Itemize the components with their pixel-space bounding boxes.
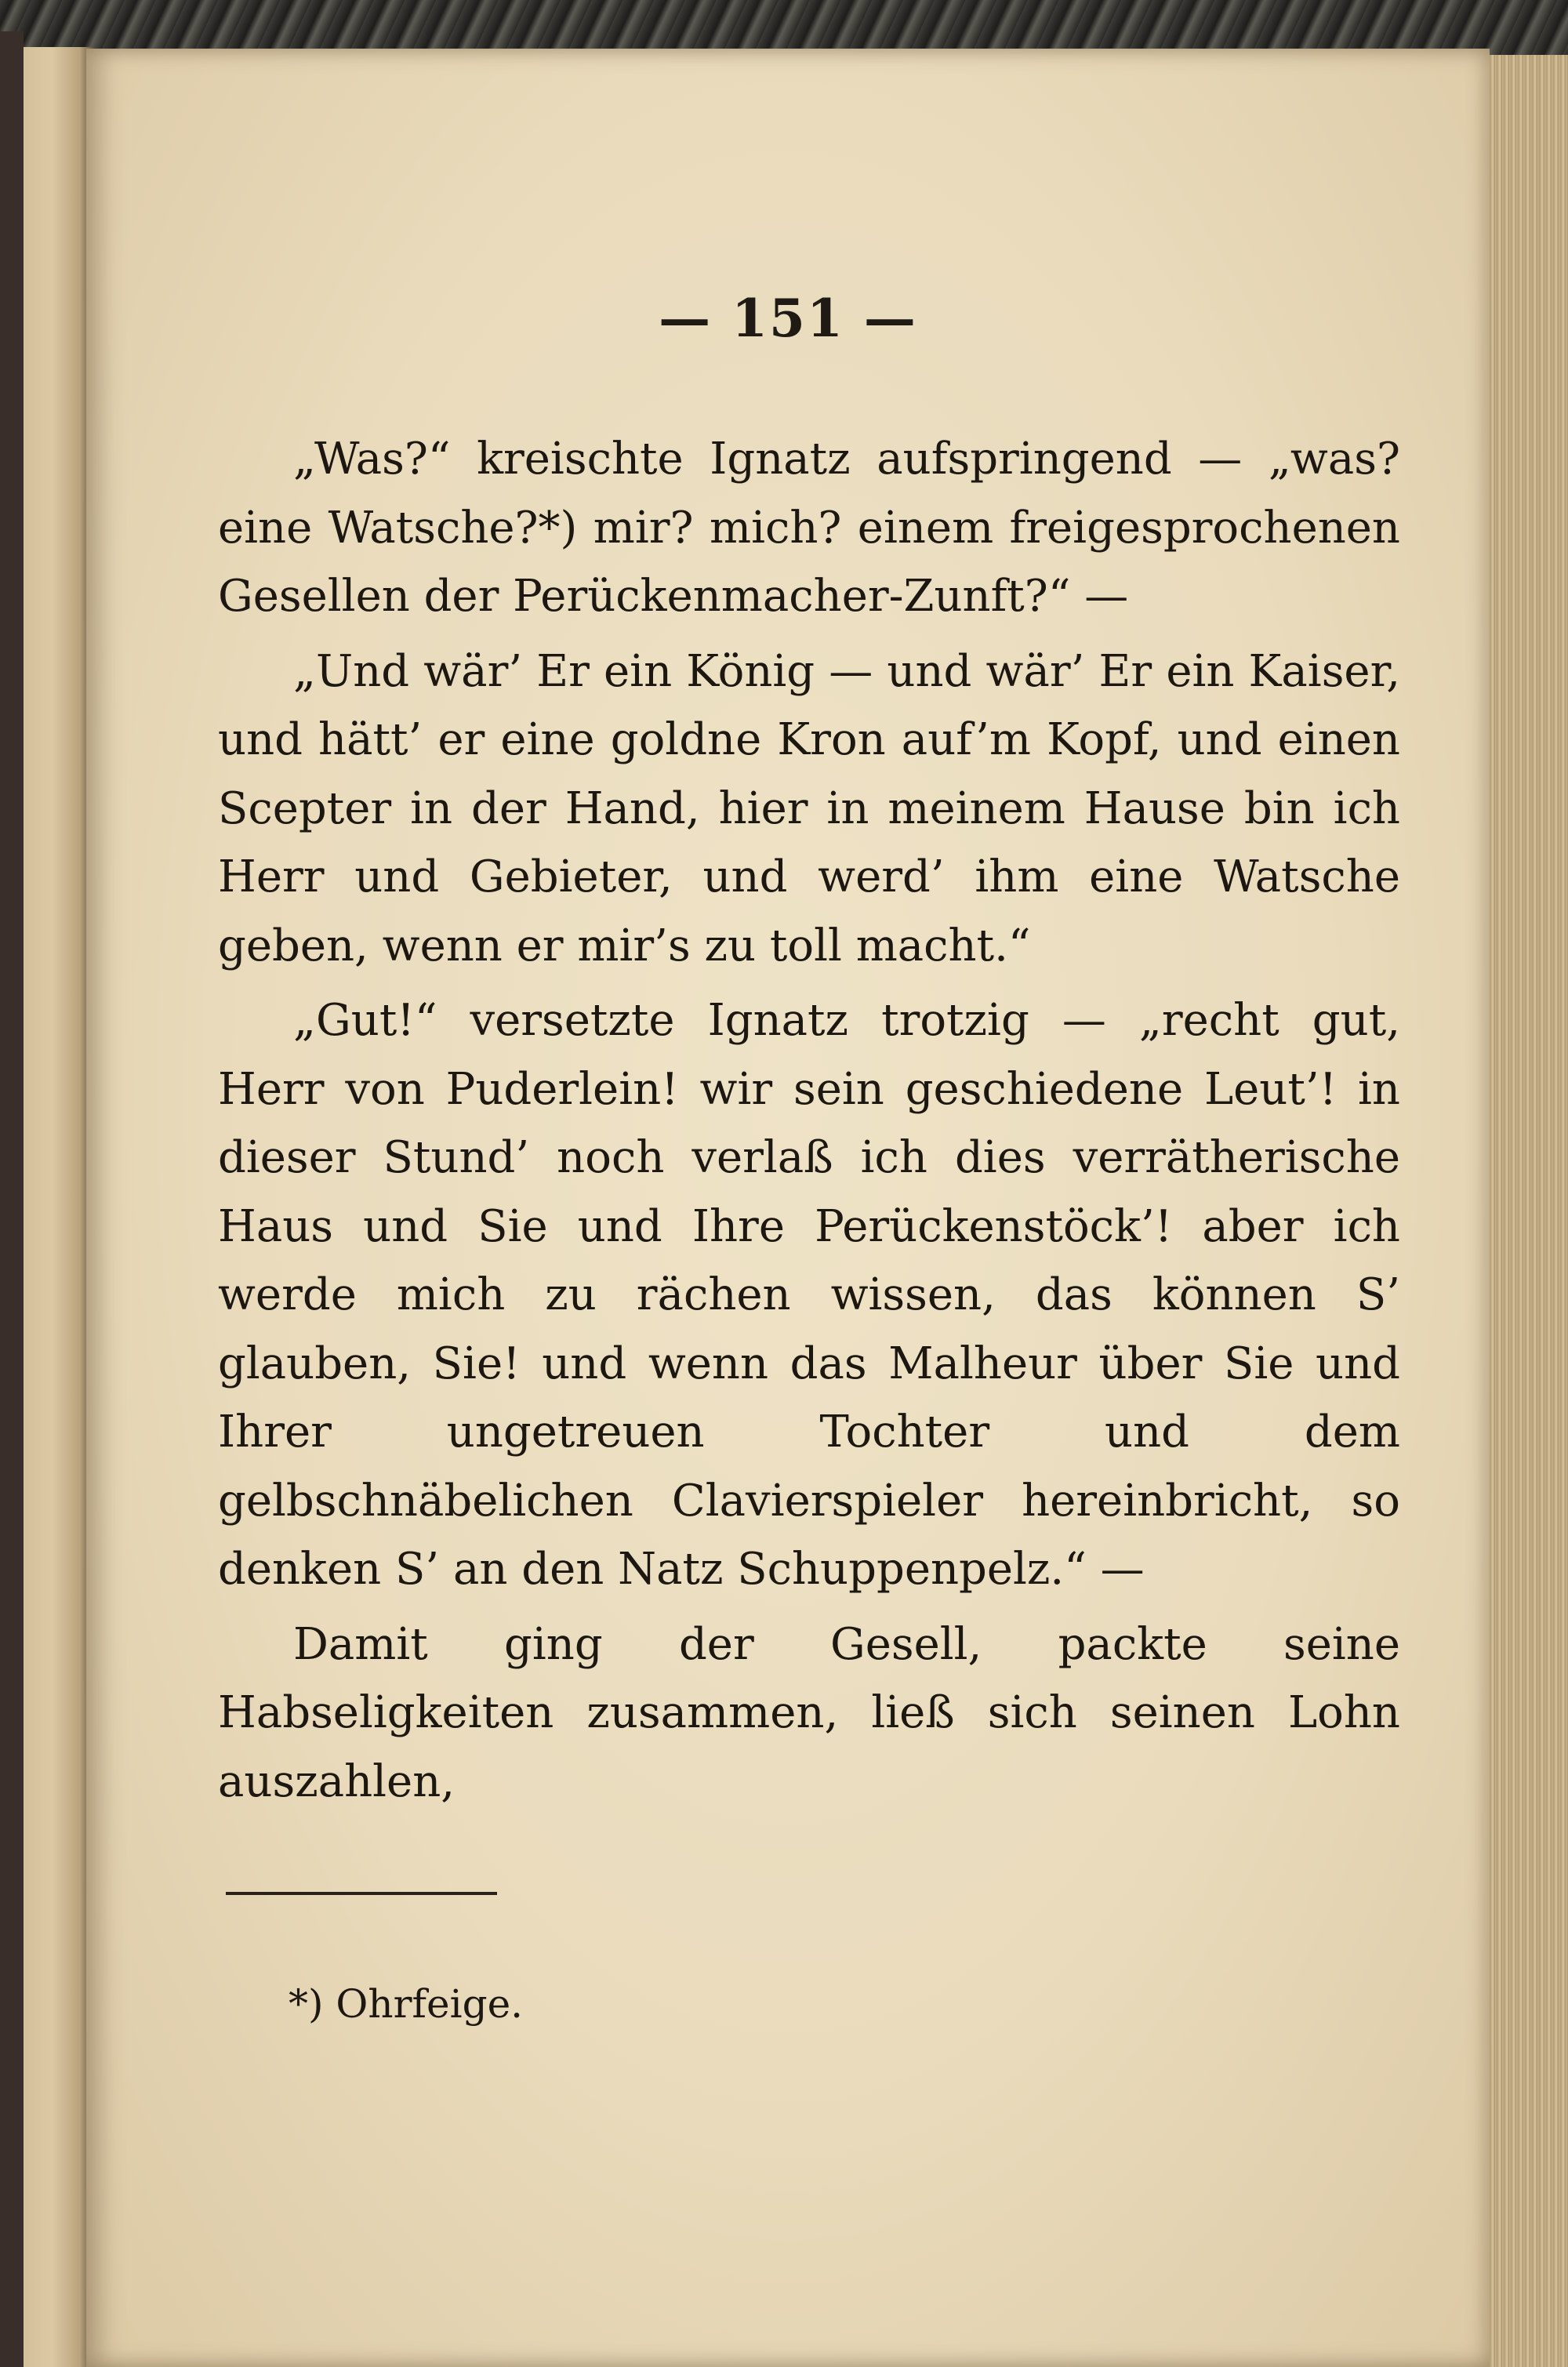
paragraph-3: „Gut!“ versetzte Ignatz trotzig — „recht gut, Herr von Puderlein! wir sein geschiedene Leut’! in dieser Stund’ noch verlaß ich dies verrätherische Haus und Sie und Ihre Perückenstöck’! aber ich werde mich zu rächen wissen, das können S’ glauben, Sie! und wenn das Malheur über Sie und Ihrer ungetreuen Tochter und dem gelbschnäbelichen Clavierspieler hereinbricht, so denken S’ an den Natz Schuppenpelz.“ — — [218, 995, 1400, 1595]
footnote-divider — [226, 1892, 497, 1895]
footnote: *) Ohrfeige. — [289, 1981, 524, 2027]
paragraph-4: Damit ging der Gesell, packte seine Habseligkeiten zusammen, ließ sich seinen Lohn auszahlen, — [218, 1618, 1400, 1807]
page-number: — 151 — — [659, 288, 917, 349]
body-text — [218, 425, 1400, 1822]
book-cover-edge — [0, 31, 24, 2367]
book-page — [86, 49, 1490, 2367]
paragraph-1: „Was?“ kreischte Ignatz aufspringend — „was? eine Watsche?*) mir? mich? einem freigesprochenen Gesellen der Perückenmacher-Zunft?“ — — [218, 434, 1400, 622]
paragraph-2: „Und wär’ Er ein König — und wär’ Er ein Kaiser, und hätt’ er eine goldne Kron auf’m Kopf, und einen Scepter in der Hand, hier in meinem Hause bin ich Herr und Gebieter, und werd’ ihm eine Watsche geben, wenn er mir’s zu toll macht.“ — [218, 645, 1400, 971]
